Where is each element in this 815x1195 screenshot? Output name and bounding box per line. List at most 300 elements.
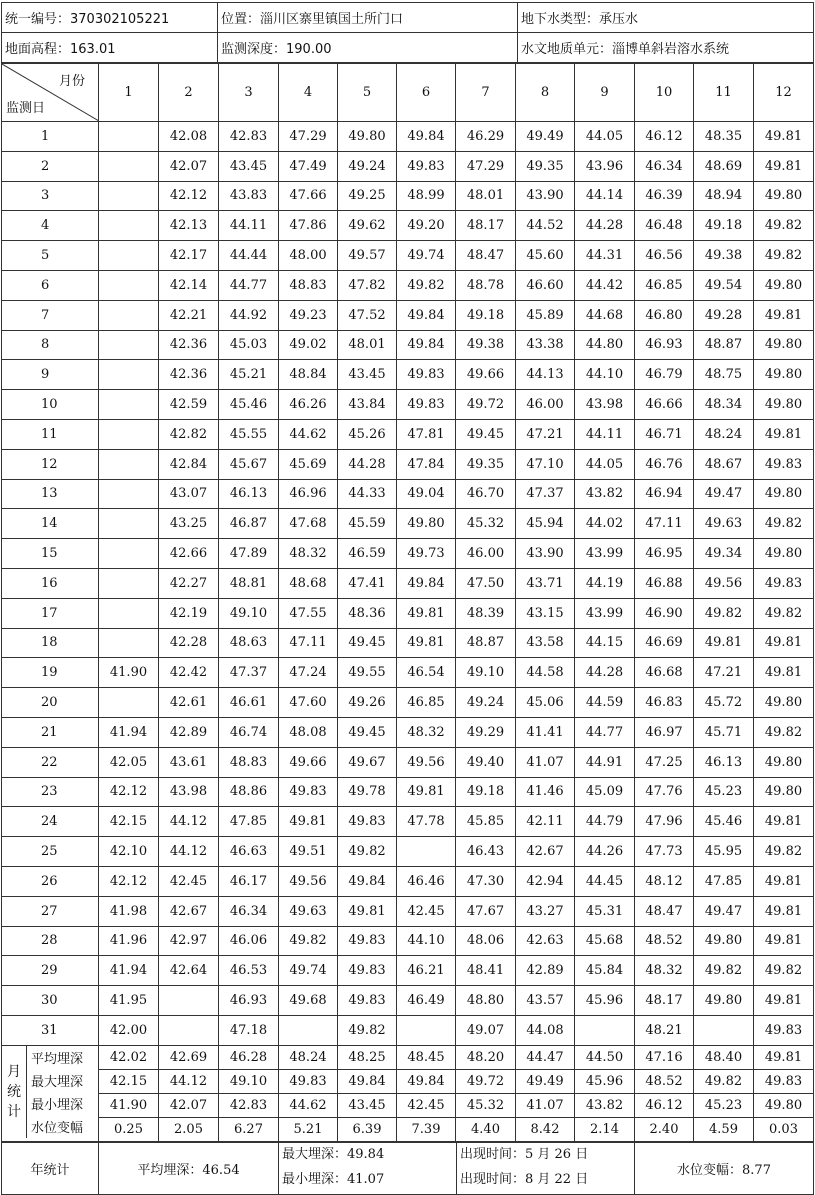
depth-value: 45.96 xyxy=(575,986,635,1016)
yearly-label: 年统计 xyxy=(2,1142,99,1194)
monthly-stat-value: 5.21 xyxy=(279,1117,338,1141)
depth-value: 44.79 xyxy=(575,807,635,837)
month-header: 3 xyxy=(219,64,279,122)
depth-value: 45.06 xyxy=(516,688,575,718)
depth-value: 42.66 xyxy=(159,539,219,569)
depth-value: 43.61 xyxy=(159,747,219,777)
monthly-stat-value: 47.16 xyxy=(635,1045,694,1069)
table-row xyxy=(2,122,814,152)
depth-value: 49.81 xyxy=(338,896,397,926)
monthly-stat-value: 6.27 xyxy=(219,1117,279,1141)
table-row xyxy=(2,837,814,867)
depth-value: 46.34 xyxy=(219,896,279,926)
monthly-stats-label-table xyxy=(2,1046,99,1138)
depth-value: 44.68 xyxy=(575,300,635,330)
depth-value: 42.97 xyxy=(159,926,219,956)
depth-value xyxy=(99,479,159,509)
depth-value: 42.00 xyxy=(99,1015,159,1045)
depth-value: 42.36 xyxy=(159,330,219,360)
table-row xyxy=(2,390,814,420)
depth-value: 41.94 xyxy=(99,956,159,986)
depth-value: 44.05 xyxy=(575,449,635,479)
depth-value xyxy=(99,300,159,330)
depth-value: 42.27 xyxy=(159,568,219,598)
day-cell: 4 xyxy=(2,211,99,241)
depth-value xyxy=(99,449,159,479)
depth-value: 49.18 xyxy=(456,300,516,330)
depth-value: 49.38 xyxy=(456,330,516,360)
depth-value: 49.82 xyxy=(754,837,814,867)
depth-value: 49.81 xyxy=(754,866,814,896)
depth-value: 49.82 xyxy=(279,926,338,956)
depth-value: 49.81 xyxy=(754,151,814,181)
depth-value xyxy=(99,688,159,718)
depth-value: 49.63 xyxy=(694,509,754,539)
depth-value: 49.83 xyxy=(754,568,814,598)
depth-value: 46.49 xyxy=(397,986,456,1016)
depth-value: 48.24 xyxy=(694,419,754,449)
station-info-table xyxy=(1,2,814,63)
depth-value: 47.82 xyxy=(338,270,397,300)
day-cell: 9 xyxy=(2,360,99,390)
depth-value: 49.82 xyxy=(694,956,754,986)
monthly-stats-row xyxy=(2,1045,814,1069)
table-row xyxy=(2,270,814,300)
monthly-stats-row xyxy=(2,1069,814,1093)
depth-value: 47.49 xyxy=(279,151,338,181)
depth-value: 43.58 xyxy=(516,628,575,658)
depth-value: 47.89 xyxy=(219,539,279,569)
monthly-stat-value: 46.12 xyxy=(635,1093,694,1117)
monthly-stat-value: 6.39 xyxy=(338,1117,397,1141)
depth-value: 46.80 xyxy=(635,300,694,330)
depth-value: 48.41 xyxy=(456,956,516,986)
groundwater-monitoring-sheet xyxy=(1,2,813,1195)
depth-value: 48.08 xyxy=(279,717,338,747)
monthly-stat-value: 49.81 xyxy=(754,1045,814,1069)
depth-value: 49.80 xyxy=(754,747,814,777)
depth-value: 42.67 xyxy=(159,896,219,926)
depth-value: 42.14 xyxy=(159,270,219,300)
depth-value: 44.28 xyxy=(575,211,635,241)
depth-value: 49.81 xyxy=(397,598,456,628)
depth-value: 44.05 xyxy=(575,122,635,152)
depth-value: 48.01 xyxy=(456,181,516,211)
depth-value: 43.96 xyxy=(575,151,635,181)
depth-value: 49.83 xyxy=(338,807,397,837)
depth-value: 43.57 xyxy=(516,986,575,1016)
depth-value: 41.96 xyxy=(99,926,159,956)
depth-value: 49.80 xyxy=(754,360,814,390)
month-header: 1 xyxy=(99,64,159,122)
month-header: 10 xyxy=(635,64,694,122)
depth-value: 44.80 xyxy=(575,330,635,360)
depth-value: 46.87 xyxy=(219,509,279,539)
monthly-stat-value: 44.50 xyxy=(575,1045,635,1069)
depth-value: 46.48 xyxy=(635,211,694,241)
monthly-stat-value: 42.45 xyxy=(397,1093,456,1117)
yearly-range: 水位变幅：8.77 xyxy=(635,1142,814,1194)
depth-value: 49.80 xyxy=(754,270,814,300)
monthly-stat-value: 4.59 xyxy=(694,1117,754,1141)
depth-value: 48.81 xyxy=(219,568,279,598)
depth-value: 49.35 xyxy=(516,151,575,181)
monthly-stat-value: 43.45 xyxy=(338,1093,397,1117)
depth-value: 46.93 xyxy=(219,986,279,1016)
depth-value: 48.78 xyxy=(456,270,516,300)
depth-value: 46.93 xyxy=(635,330,694,360)
depth-value: 48.32 xyxy=(635,956,694,986)
depth-value: 49.82 xyxy=(754,717,814,747)
monthly-stat-value: 48.52 xyxy=(635,1069,694,1093)
depth-value: 45.46 xyxy=(694,807,754,837)
table-row xyxy=(2,211,814,241)
depth-value: 49.82 xyxy=(754,509,814,539)
depth-value: 47.29 xyxy=(279,122,338,152)
depth-value: 42.17 xyxy=(159,241,219,271)
depth-value: 41.98 xyxy=(99,896,159,926)
table-row xyxy=(2,956,814,986)
depth-value: 49.80 xyxy=(694,926,754,956)
depth-value: 47.11 xyxy=(279,628,338,658)
depth-value: 49.57 xyxy=(338,241,397,271)
depth-value: 46.26 xyxy=(279,390,338,420)
depth-value: 43.99 xyxy=(575,539,635,569)
depth-value: 48.87 xyxy=(456,628,516,658)
depth-value: 44.02 xyxy=(575,509,635,539)
monthly-stat-value: 41.90 xyxy=(99,1093,159,1117)
depth-value: 42.12 xyxy=(99,777,159,807)
depth-value: 49.74 xyxy=(279,956,338,986)
monthly-stat-value: 48.24 xyxy=(279,1045,338,1069)
depth-value xyxy=(99,390,159,420)
depth-value: 49.81 xyxy=(754,122,814,152)
depth-value: 49.20 xyxy=(397,211,456,241)
day-cell: 14 xyxy=(2,509,99,539)
depth-value: 46.60 xyxy=(516,270,575,300)
depth-value: 45.89 xyxy=(516,300,575,330)
table-row xyxy=(2,568,814,598)
day-cell: 10 xyxy=(2,390,99,420)
depth-value: 41.94 xyxy=(99,717,159,747)
depth-value: 49.81 xyxy=(754,896,814,926)
depth-value: 44.44 xyxy=(219,241,279,271)
corner-header-cell xyxy=(2,64,99,122)
depth-value: 45.26 xyxy=(338,419,397,449)
depth-value xyxy=(99,270,159,300)
monthly-stats-label-group xyxy=(2,1045,99,1141)
depth-value: 49.63 xyxy=(279,896,338,926)
depth-value: 48.32 xyxy=(279,539,338,569)
table-row xyxy=(2,717,814,747)
day-cell: 8 xyxy=(2,330,99,360)
depth-value: 48.00 xyxy=(279,241,338,271)
depth-value: 45.71 xyxy=(694,717,754,747)
depth-value: 47.86 xyxy=(279,211,338,241)
station-id: 统一编号：370302105221 xyxy=(2,3,218,33)
depth-value: 42.94 xyxy=(516,866,575,896)
table-row xyxy=(2,330,814,360)
depth-value: 43.98 xyxy=(159,777,219,807)
depth-value: 43.99 xyxy=(575,598,635,628)
depth-value: 49.56 xyxy=(397,747,456,777)
depth-value: 42.89 xyxy=(516,956,575,986)
depth-value: 47.60 xyxy=(279,688,338,718)
depth-value: 49.83 xyxy=(397,390,456,420)
depth-value xyxy=(99,628,159,658)
ground-elevation: 地面高程：163.01 xyxy=(2,33,218,63)
depth-value xyxy=(99,211,159,241)
depth-value: 49.24 xyxy=(456,688,516,718)
depth-value: 42.42 xyxy=(159,658,219,688)
depth-value: 42.15 xyxy=(99,807,159,837)
depth-value: 49.25 xyxy=(338,181,397,211)
depth-value: 45.23 xyxy=(694,777,754,807)
monthly-stats-label: 最小埋深 xyxy=(31,1097,84,1113)
depth-value: 49.83 xyxy=(279,777,338,807)
depth-value: 48.39 xyxy=(456,598,516,628)
depth-value: 44.31 xyxy=(575,241,635,271)
month-header: 12 xyxy=(754,64,814,122)
depth-value: 49.82 xyxy=(338,1015,397,1045)
day-cell: 2 xyxy=(2,151,99,181)
monthly-stat-value: 49.83 xyxy=(279,1069,338,1093)
depth-value: 49.83 xyxy=(338,926,397,956)
month-axis-label: 月份 xyxy=(58,74,85,89)
depth-value: 44.77 xyxy=(219,270,279,300)
depth-value: 42.64 xyxy=(159,956,219,986)
day-cell: 18 xyxy=(2,628,99,658)
depth-value: 44.10 xyxy=(575,360,635,390)
monitoring-depth: 监测深度：190.00 xyxy=(218,33,518,63)
group-label-char: 月 xyxy=(7,1063,21,1080)
depth-value: 44.77 xyxy=(575,717,635,747)
monthly-stat-value: 49.83 xyxy=(754,1069,814,1093)
depth-value: 49.81 xyxy=(397,628,456,658)
group-label-char: 计 xyxy=(7,1103,21,1120)
depth-value: 49.34 xyxy=(694,539,754,569)
depth-value: 49.84 xyxy=(397,330,456,360)
depth-value: 49.62 xyxy=(338,211,397,241)
monthly-stat-value: 7.39 xyxy=(397,1117,456,1141)
depth-value: 49.81 xyxy=(754,926,814,956)
depth-value: 49.84 xyxy=(397,122,456,152)
depth-value: 42.13 xyxy=(159,211,219,241)
depth-value: 46.12 xyxy=(635,122,694,152)
day-cell: 16 xyxy=(2,568,99,598)
monthly-stat-value: 45.96 xyxy=(575,1069,635,1093)
depth-value xyxy=(99,419,159,449)
monthly-stat-value: 4.40 xyxy=(456,1117,516,1141)
depth-value: 41.90 xyxy=(99,658,159,688)
depth-value: 48.35 xyxy=(694,122,754,152)
depth-value: 48.99 xyxy=(397,181,456,211)
depth-value: 42.28 xyxy=(159,628,219,658)
table-row xyxy=(2,1015,814,1045)
monthly-stat-value: 44.62 xyxy=(279,1093,338,1117)
table-row xyxy=(2,658,814,688)
depth-value: 46.96 xyxy=(279,479,338,509)
depth-value: 45.69 xyxy=(279,449,338,479)
depth-value: 49.67 xyxy=(338,747,397,777)
groundwater-type: 地下水类型：承压水 xyxy=(518,3,814,33)
depth-value: 46.83 xyxy=(635,688,694,718)
depth-value: 49.24 xyxy=(338,151,397,181)
depth-value: 48.83 xyxy=(219,747,279,777)
depth-value: 48.06 xyxy=(456,926,516,956)
depth-value: 49.80 xyxy=(754,539,814,569)
depth-value: 49.28 xyxy=(694,300,754,330)
depth-value: 49.35 xyxy=(456,449,516,479)
depth-value: 43.07 xyxy=(159,479,219,509)
depth-value: 49.26 xyxy=(338,688,397,718)
monthly-stat-value: 42.69 xyxy=(159,1045,219,1069)
depth-value xyxy=(575,1015,635,1045)
monthly-stat-value: 45.32 xyxy=(456,1093,516,1117)
day-cell: 3 xyxy=(2,181,99,211)
table-row xyxy=(2,241,814,271)
depth-value: 49.56 xyxy=(694,568,754,598)
yearly-min-time: 出现时间：8 月 22 日 xyxy=(460,1172,589,1188)
monthly-stat-value: 49.82 xyxy=(694,1069,754,1093)
depth-value xyxy=(99,151,159,181)
depth-value: 44.59 xyxy=(575,688,635,718)
monthly-stats-row xyxy=(2,1093,814,1117)
depth-value: 43.82 xyxy=(575,479,635,509)
table-row xyxy=(2,926,814,956)
depth-value: 45.68 xyxy=(575,926,635,956)
day-cell: 26 xyxy=(2,866,99,896)
monthly-stat-value: 2.14 xyxy=(575,1117,635,1141)
month-header: 8 xyxy=(516,64,575,122)
monthly-stat-value: 45.23 xyxy=(694,1093,754,1117)
depth-value: 49.10 xyxy=(219,598,279,628)
day-cell: 22 xyxy=(2,747,99,777)
day-cell: 5 xyxy=(2,241,99,271)
depth-value: 49.81 xyxy=(754,300,814,330)
depth-value: 43.71 xyxy=(516,568,575,598)
depth-value: 43.98 xyxy=(575,390,635,420)
depth-value: 46.46 xyxy=(397,866,456,896)
day-cell: 20 xyxy=(2,688,99,718)
depth-value: 47.84 xyxy=(397,449,456,479)
depth-value: 49.49 xyxy=(516,122,575,152)
depth-value: 49.80 xyxy=(694,986,754,1016)
depth-value: 46.53 xyxy=(219,956,279,986)
depth-value xyxy=(99,598,159,628)
depth-value: 46.70 xyxy=(456,479,516,509)
depth-value: 44.11 xyxy=(575,419,635,449)
monthly-stat-value: 49.84 xyxy=(338,1069,397,1093)
depth-value: 49.47 xyxy=(694,479,754,509)
monthly-stat-value: 48.20 xyxy=(456,1045,516,1069)
depth-value: 46.94 xyxy=(635,479,694,509)
depth-value xyxy=(159,986,219,1016)
monthly-stat-value: 42.83 xyxy=(219,1093,279,1117)
depth-value: 49.82 xyxy=(338,837,397,867)
depth-value: 42.12 xyxy=(99,866,159,896)
depth-value: 47.67 xyxy=(456,896,516,926)
depth-value: 46.34 xyxy=(635,151,694,181)
depth-value: 48.36 xyxy=(338,598,397,628)
day-cell: 27 xyxy=(2,896,99,926)
depth-value: 42.36 xyxy=(159,360,219,390)
month-header-row xyxy=(2,64,814,122)
day-cell: 19 xyxy=(2,658,99,688)
month-header: 9 xyxy=(575,64,635,122)
depth-value: 42.45 xyxy=(159,866,219,896)
depth-value: 49.56 xyxy=(279,866,338,896)
yearly-max-depth: 最大埋深：49.84 xyxy=(282,1147,385,1163)
monthly-stat-value: 2.40 xyxy=(635,1117,694,1141)
depth-value: 48.32 xyxy=(397,717,456,747)
depth-value: 47.78 xyxy=(397,807,456,837)
depth-value: 49.74 xyxy=(397,241,456,271)
yearly-occurrence-times xyxy=(457,1142,635,1194)
depth-value: 49.84 xyxy=(338,866,397,896)
depth-value: 47.25 xyxy=(635,747,694,777)
depth-value: 49.80 xyxy=(754,330,814,360)
depth-value: 49.38 xyxy=(694,241,754,271)
depth-value: 42.11 xyxy=(516,807,575,837)
month-header: 5 xyxy=(338,64,397,122)
table-row xyxy=(2,300,814,330)
depth-value: 44.58 xyxy=(516,658,575,688)
depth-value: 43.45 xyxy=(338,360,397,390)
depth-value: 47.66 xyxy=(279,181,338,211)
depth-value xyxy=(99,568,159,598)
depth-value xyxy=(397,837,456,867)
table-row xyxy=(2,807,814,837)
depth-value: 47.37 xyxy=(516,479,575,509)
month-header: 4 xyxy=(279,64,338,122)
depth-value: 46.97 xyxy=(635,717,694,747)
table-row xyxy=(2,479,814,509)
yearly-stats-table xyxy=(1,1142,814,1195)
depth-value: 49.82 xyxy=(754,956,814,986)
depth-value: 48.83 xyxy=(279,270,338,300)
depth-value: 43.25 xyxy=(159,509,219,539)
depth-value: 42.10 xyxy=(99,837,159,867)
depth-value: 46.95 xyxy=(635,539,694,569)
table-row xyxy=(2,777,814,807)
depth-value: 49.82 xyxy=(694,598,754,628)
depth-value: 45.60 xyxy=(516,241,575,271)
day-axis-label: 监测日 xyxy=(6,101,46,116)
depth-value: 47.37 xyxy=(219,658,279,688)
depth-value xyxy=(694,1015,754,1045)
depth-value: 49.10 xyxy=(456,658,516,688)
depth-value: 49.18 xyxy=(694,211,754,241)
depth-value: 41.46 xyxy=(516,777,575,807)
depth-value: 47.29 xyxy=(456,151,516,181)
depth-value: 42.05 xyxy=(99,747,159,777)
depth-value: 49.45 xyxy=(456,419,516,449)
depth-value: 48.84 xyxy=(279,360,338,390)
table-row xyxy=(2,628,814,658)
depth-value: 45.95 xyxy=(694,837,754,867)
depth-value: 46.76 xyxy=(635,449,694,479)
depth-value: 41.95 xyxy=(99,986,159,1016)
depth-value: 47.30 xyxy=(456,866,516,896)
depth-value: 49.80 xyxy=(754,181,814,211)
depth-value: 46.71 xyxy=(635,419,694,449)
day-cell: 29 xyxy=(2,956,99,986)
depth-value: 49.82 xyxy=(754,211,814,241)
depth-value: 45.59 xyxy=(338,509,397,539)
depth-value: 47.24 xyxy=(279,658,338,688)
depth-value: 44.12 xyxy=(159,837,219,867)
